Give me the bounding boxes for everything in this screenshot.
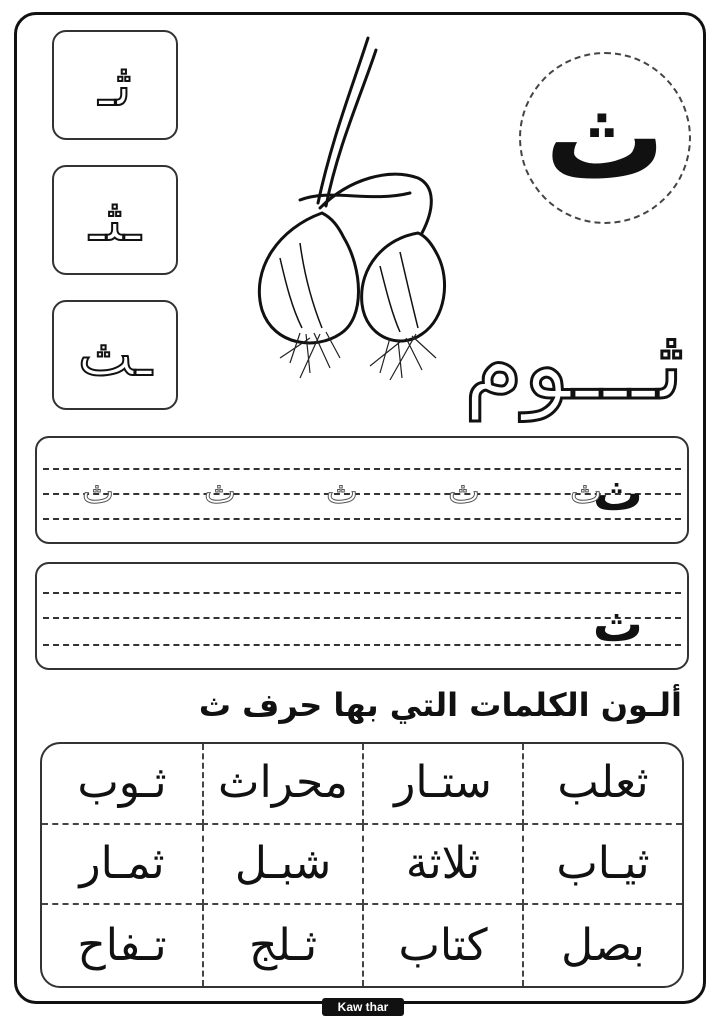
guide-line [43, 644, 681, 646]
guide-line [43, 592, 681, 594]
word-cell[interactable]: كتاب [362, 905, 522, 986]
word-cell[interactable]: ثـوب [42, 744, 202, 825]
main-letter-circle [519, 52, 691, 224]
guide-line [43, 468, 681, 470]
word-cell[interactable]: ثلاثة [362, 825, 522, 906]
word-cell[interactable]: تـفاح [77, 919, 167, 971]
word-cell[interactable]: ثيـاب [522, 825, 682, 906]
word-grid [40, 742, 684, 988]
example-word: ثـــوم [463, 309, 684, 421]
instruction-text: ألـون الكلمات التي بها حرف ث [198, 686, 682, 724]
tracing-letter-1: ث [592, 464, 643, 522]
letter-form-initial [52, 30, 178, 140]
credit-label: Kaw thar [322, 998, 404, 1016]
ghost-letter: ث [448, 472, 481, 512]
ghost-letter: ث [204, 472, 237, 512]
tracing-box-1[interactable] [35, 436, 689, 544]
guide-line [43, 518, 681, 520]
tracing-letter-2: ث [592, 595, 643, 653]
word-cell[interactable]: ثمـار [42, 825, 202, 906]
word-cell[interactable]: ثـلج [202, 905, 362, 986]
main-letter-text: ث [544, 68, 666, 207]
ghost-letter-row [82, 472, 602, 512]
letter-form-medial-text: ـثـ [89, 186, 141, 254]
guide-line [43, 617, 681, 619]
letter-form-final-text: ـث [78, 321, 152, 389]
ghost-letter: ث [569, 472, 602, 512]
word-cell[interactable]: شبـل [202, 825, 362, 906]
word-cell[interactable]: ستـار [362, 744, 522, 825]
ghost-letter: ث [326, 472, 359, 512]
tracing-box-2[interactable] [35, 562, 689, 670]
ghost-letter: ث [82, 472, 115, 512]
letter-form-initial-text: ثـ [98, 51, 132, 119]
letter-form-medial [52, 165, 178, 275]
word-cell[interactable]: بصل [522, 905, 682, 986]
word-cell[interactable]: محراث [202, 744, 362, 825]
letter-form-final [52, 300, 178, 410]
word-cell[interactable]: ثعلب [522, 744, 682, 825]
